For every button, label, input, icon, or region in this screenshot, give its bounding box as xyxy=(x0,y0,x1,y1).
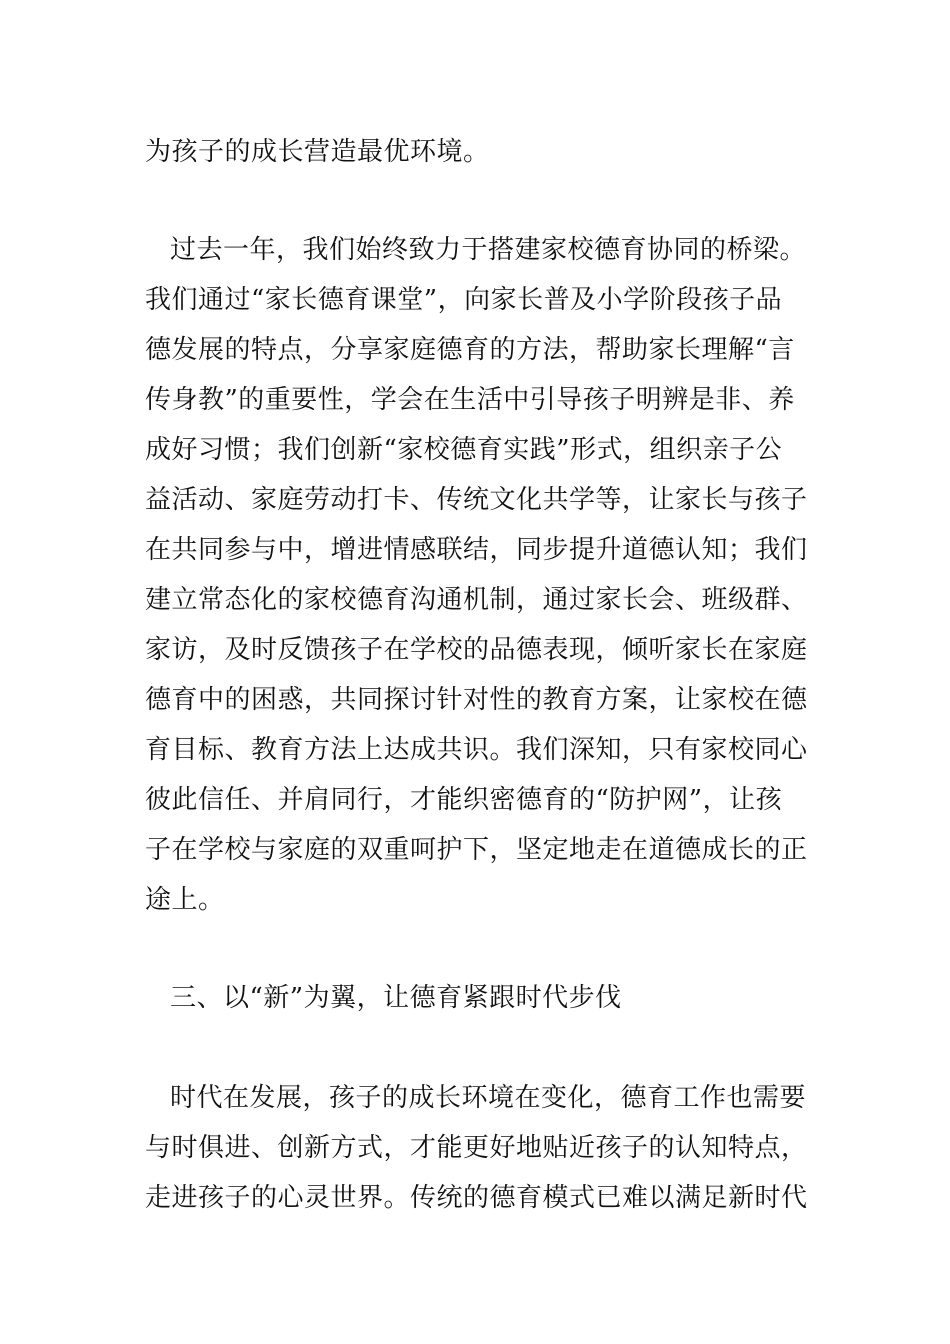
paragraph-2-line-8: 建立常态化的家校德育沟通机制，通过家长会、班级群、 xyxy=(145,585,808,615)
paragraph-2-line-1: 过去一年，我们始终致力于搭建家校德育协同的桥梁。 xyxy=(170,235,807,265)
paragraph-2-line-13: 子在学校与家庭的双重呵护下，坚定地走在道德成长的正 xyxy=(145,835,808,865)
paragraph-2-line-9: 家访，及时反馈孩子在学校的品德表现，倾听家长在家庭 xyxy=(145,635,808,665)
paragraph-2-line-14: 途上。 xyxy=(145,885,225,915)
paragraph-3-line-2: 与时俱进、创新方式，才能更好地贴近孩子的认知特点， xyxy=(145,1133,808,1163)
paragraph-2-line-5: 成好习惯；我们创新“家校德育实践”形式，组织亲子公 xyxy=(145,435,783,465)
paragraph-2-line-3: 德发展的特点，分享家庭德育的方法，帮助家长理解“言 xyxy=(145,335,795,365)
paragraph-2-line-4: 传身教”的重要性，学会在生活中引导孩子明辨是非、养 xyxy=(145,385,795,415)
paragraph-1-line-1: 为孩子的成长营造最优环境。 xyxy=(145,137,490,167)
paragraph-3-line-3: 走进孩子的心灵世界。传统的德育模式已难以满足新时代 xyxy=(145,1183,808,1213)
paragraph-2-line-11: 育目标、教育方法上达成共识。我们深知，只有家校同心 xyxy=(145,735,808,765)
paragraph-2-line-6: 益活动、家庭劳动打卡、传统文化共学等，让家长与孩子 xyxy=(145,485,808,515)
paragraph-2-line-7: 在共同参与中，增进情感联结，同步提升道德认知；我们 xyxy=(145,535,808,565)
paragraph-2-line-10: 德育中的困惑，共同探讨针对性的教育方案，让家校在德 xyxy=(145,685,808,715)
section-heading: 三、以“新”为翼，让德育紧跟时代步伐 xyxy=(170,983,622,1013)
paragraph-2-line-12: 彼此信任、并肩同行，才能织密德育的“防护网”，让孩 xyxy=(145,785,783,815)
paragraph-2-line-2: 我们通过“家长德育课堂”，向家长普及小学阶段孩子品 xyxy=(145,285,783,315)
paragraph-3-line-1: 时代在发展，孩子的成长环境在变化，德育工作也需要 xyxy=(170,1083,807,1113)
